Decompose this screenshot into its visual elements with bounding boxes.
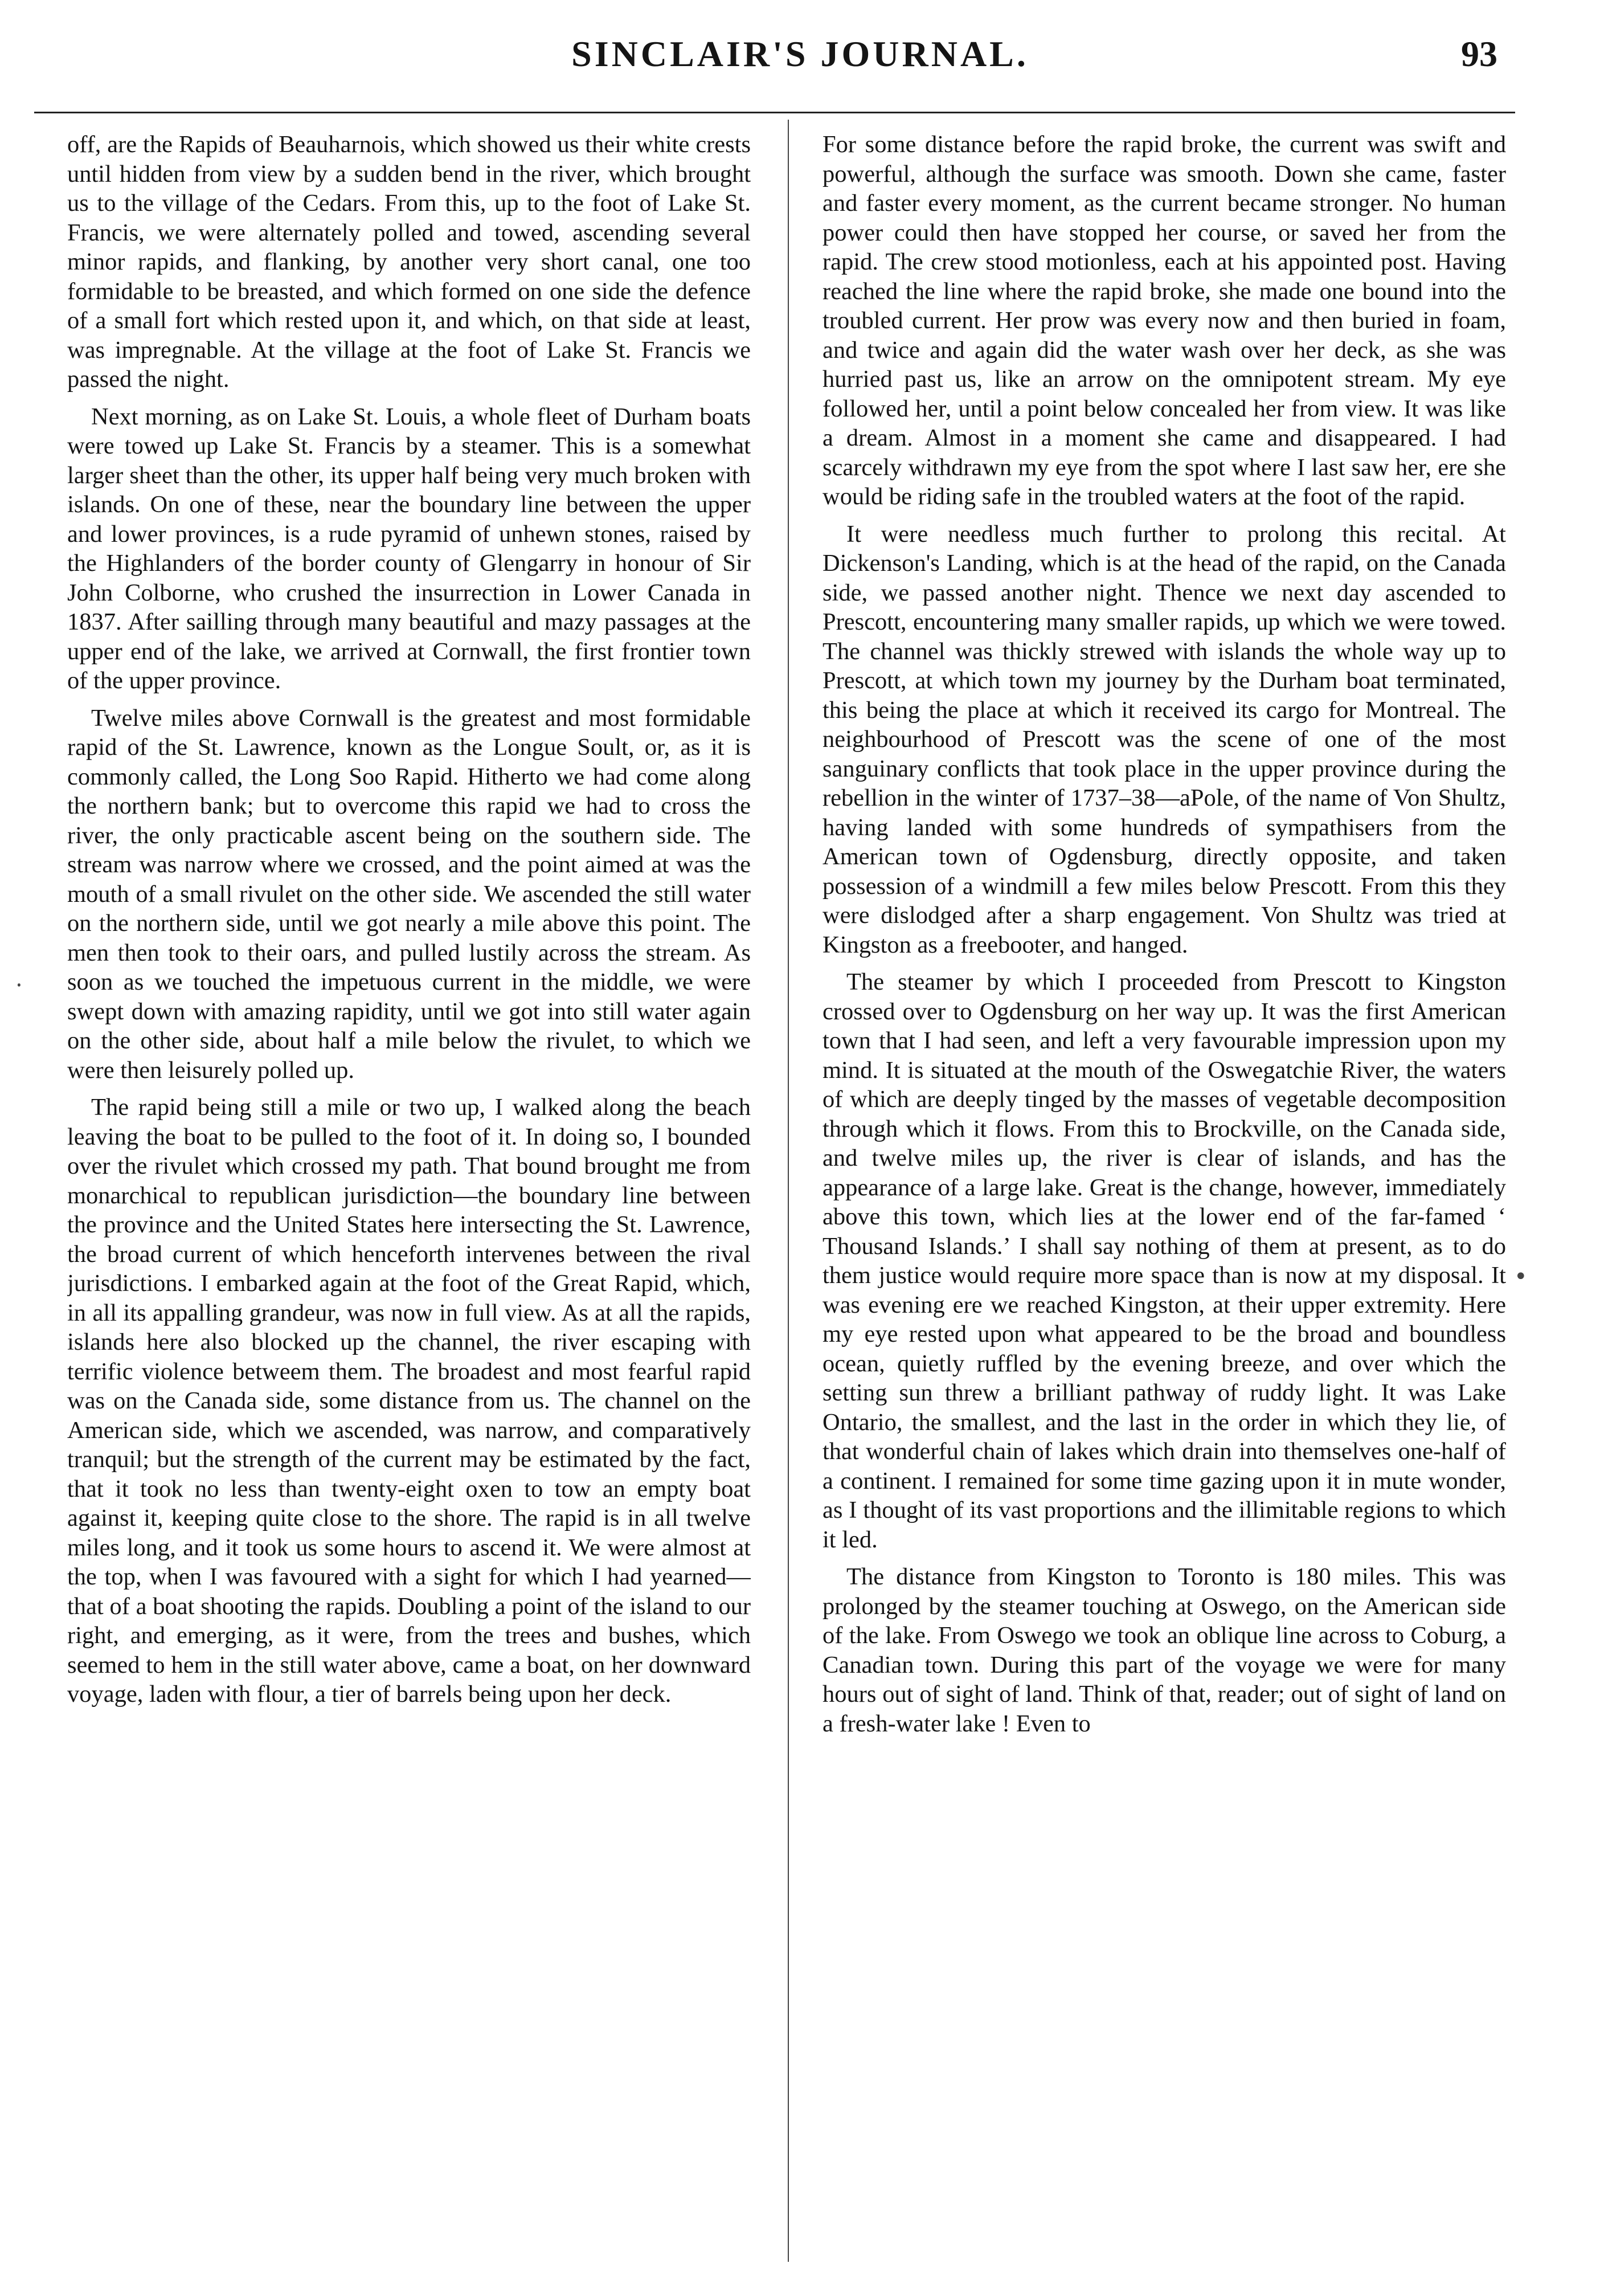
paragraph: It were needless much further to prolong this recital. At Dickenson's Landing, which is at the head of the rapid, on the Canada side, we passed another night. Thence we next day ascended to Prescott, encountering many smaller rapids, up which we were towed. The channel was thickly strewed with islands the whole way up to Prescott, at which town my journey by the Durham boat terminated, this being the place at which it received its cargo for Montreal. The neighbourhood of Prescott was the scene of one of the most sanguinary conflicts that took place in the upper province during the rebellion in the winter of 1737–38—aPole, of the name of Von Shultz, having landed with some hundreds of sympathisers from the American town of Ogdensburg, directly opposite, and taken possession of a windmill a few miles below Prescott. From this they were dislodged after a sharp engagement. Von Shultz was tried at Kingston as a freebooter, and hanged. (822, 520, 1506, 958)
header-rule (34, 112, 1515, 113)
paragraph: For some distance before the rapid broke, the current was swift and powerful, although the surface was smooth. Down she came, faster and faster every moment, as the current became stronger. No human power could then have stopped her course, or saved her from the rapid. The crew stood motionless, each at his appointed post. Having reached the line where the rapid broke, she made one bound into the troubled current. Her prow was every now and then buried in foam, and twice and again did the water wash over her deck, as she was hurried past us, like an arrow on the omnipotent stream. My eye followed her, until a point below concealed her from view. It was like a dream. Almost in a moment she came and disappeared. I had scarcely withdrawn my eye from the spot where I last saw her, ere she would be riding safe in the troubled waters at the foot of the rapid. (822, 131, 1506, 510)
paragraph: Twelve miles above Cornwall is the greatest and most formidable rapid of the St. Lawrence, known as the Longue Soult, or, as it is commonly called, the Long Soo Rapid. Hitherto we had come along the northern bank; but to overcome this rapid we had to cross the river, the only practicable ascent being on the southern side. The stream was narrow where we crossed, and the point aimed at was the mouth of a small rivulet on the other side. We ascended the still water on the northern side, until we got nearly a mile above this point. The men then took to their oars, and pulled lustily across the stream. As soon as we touched the impetuous current in the middle, we were swept down with amazing rapidity, until we got into still water again on the other side, about half a mile below the rivulet, to which we were then leisurely polled up. (67, 704, 751, 1084)
column-divider (788, 120, 789, 2262)
right-column (822, 130, 1506, 2272)
paragraph: The steamer by which I proceeded from Prescott to Kingston crossed over to Ogdensburg on her way up. It was the first American town that I had seen, and left a very favourable impression upon my mind. It is situated at the mouth of the Oswegatchie River, the waters of which are deeply tinged by the masses of vegetable decomposition through which it flows. From this to Brockville, on the Canada side, and twelve miles up, the river is clear of islands, and has the appearance of a large lake. Great is the change, however, immediately above this town, which lies at the lower end of the far-famed ‘ Thousand Islands.’ I shall say nothing of them at present, as to do them justice would require more space than is now at my disposal. It was evening ere we reached Kingston, at their upper extremity. Here my eye rested upon what appeared to be the broad and boundless ocean, quietly ruffled by the evening breeze, and over which the setting sun threw a brilliant pathway of ruddy light. It was Lake Ontario, the smallest, and the last in the order in which they lie, of that wonderful chain of lakes which drain into themselves one-half of a continent. I remained for some time gazing upon it in mute wonder, as I thought of its vast proportions and the illimitable regions to which it led. (822, 969, 1506, 1553)
margin-speck: ⸱ (16, 973, 22, 999)
margin-dot: • (1514, 1264, 1528, 1290)
left-column (67, 130, 751, 2272)
paragraph: off, are the Rapids of Beauharnois, which showed us their white crests until hidden from view by a sudden bend in the river, which brought us to the village of the Cedars. From this, up to the foot of Lake St. Francis, we were alternately polled and towed, ascending several minor rapids, and flanking, by another very short canal, one too formidable to be breasted, and which formed on one side the defence of a small fort which rested upon it, and which, on that side at least, was impregnable. At the village at the foot of Lake St. Francis we passed the night. (67, 131, 751, 393)
paragraph: Next morning, as on Lake St. Louis, a whole fleet of Durham boats were towed up Lake St. Francis by a steamer. This is a somewhat larger sheet than the other, its upper half being very much broken with islands. On one of these, near the boundary line between the upper and lower provinces, is a rude pyramid of unhewn stones, raised by the Highlanders of the border county of Glengarry in honour of Sir John Colborne, who crushed the insurrection in Lower Canada in 1837. After sailling through many beautiful and mazy passages at the upper end of the lake, we arrived at Cornwall, the first frontier town of the upper province. (67, 403, 751, 694)
paragraph: The distance from Kingston to Toronto is 180 miles. This was prolonged by the steamer touching at Oswego, on the American side of the lake. From Oswego we took an oblique line across to Coburg, a Canadian town. During this part of the voyage we were for many hours out of sight of land. Think of that, reader; out of sight of land on a fresh-water lake ! Even to (822, 1563, 1506, 1737)
page-number: 93 (1461, 34, 1497, 74)
running-title: SINCLAIR'S JOURNAL. (571, 34, 1029, 74)
paragraph: The rapid being still a mile or two up, I walked along the beach leaving the boat to be pulled to the foot of it. In doing so, I bounded over the rivulet which crossed my path. That bound brought me from monarchical to republican jurisdiction—the boundary line between the province and the United States here intersecting the St. Lawrence, the broad current of which henceforth intervenes between the rival jurisdictions. I embarked again at the foot of the Great Rapid, which, in all its appalling grandeur, was now in full view. As at all the rapids, islands here also blocked up the channel, the river escaping with terrific violence betweem them. The broadest and most fearful rapid was on the Canada side, some distance from us. The channel on the American side, which we ascended, was narrow, and comparatively tranquil; but the strength of the current may be estimated by the fact, that it took no less than twenty-eight oxen to tow an empty boat against it, keeping quite close to the shore. The rapid is in all twelve miles long, and it took us some hours to ascend it. We were almost at the top, when I was favoured with a sight for which I had yearned—that of a boat shooting the rapids. Doubling a point of the island to our right, and emerging, as it were, from the trees and bushes, which seemed to hem in the still water above, came a boat, on her downward voyage, laden with flour, a tier of barrels being upon her deck. (67, 1094, 751, 1707)
